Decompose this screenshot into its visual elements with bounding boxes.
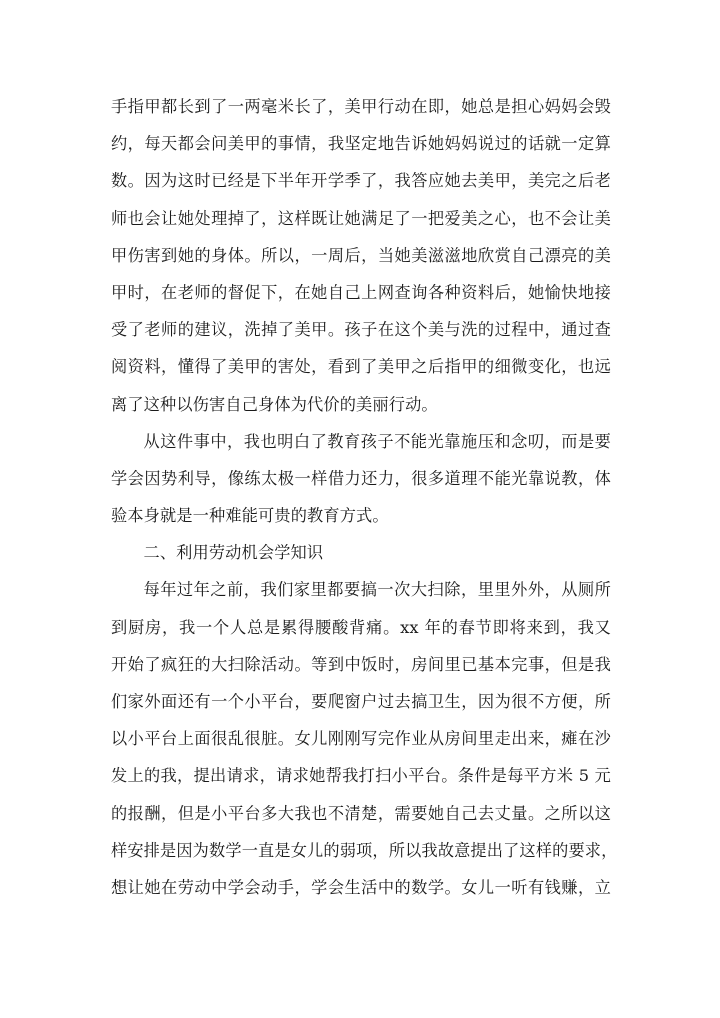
text-line: 到厨房，我一个人总是累得腰酸背痛。xx 年的春节即将来到，我又 xyxy=(111,617,611,637)
text-line: 样安排是因为数学一直是女儿的弱项，所以我故意提出了这样的要求， xyxy=(111,840,618,860)
text-line: 验本身就是一种难能可贵的教育方式。 xyxy=(111,506,389,526)
text-line: 以小平台上面很乱很脏。女儿刚刚写完作业从房间里走出来，瘫在沙 xyxy=(111,729,611,749)
text-line: 受了老师的建议，洗掉了美甲。孩子在这个美与洗的过程中，通过查 xyxy=(111,320,611,340)
text-line: 发上的我，提出请求，请求她帮我打扫小平台。条件是每平方米 5 元 xyxy=(111,766,611,786)
paragraph-manicure-story xyxy=(111,88,611,423)
text-line: 数。因为这时已经是下半年开学季了，我答应她去美甲，美完之后老 xyxy=(111,171,611,191)
text-line: 从这件事中，我也明白了教育孩子不能光靠施压和念叨，而是要 xyxy=(143,431,611,451)
text-line: 想让她在劳动中学会动手，学会生活中的数学。女儿一听有钱赚，立 xyxy=(111,877,611,897)
text-line: 师也会让她处理掉了，这样既让她满足了一把爱美之心，也不会让美 xyxy=(111,208,611,228)
text-line: 每年过年之前，我们家里都要搞一次大扫除，里里外外，从厕所 xyxy=(143,580,611,600)
text-line: 阅资料，懂得了美甲的害处，看到了美甲之后指甲的细微变化，也远 xyxy=(111,357,611,377)
text-line: 们家外面还有一个小平台，要爬窗户过去搞卫生，因为很不方便，所 xyxy=(111,692,611,711)
paragraph-cleaning-story xyxy=(111,571,618,906)
text-line: 约，每天都会问美甲的事情，我坚定地告诉她妈妈说过的话就一定算 xyxy=(111,134,611,154)
text-line: 的报酬，但是小平台多大我也不清楚，需要她自己去丈量。之所以这 xyxy=(111,803,611,823)
text-line: 手指甲都长到了一两毫米长了，美甲行动在即，她总是担心妈妈会毁 xyxy=(111,97,611,116)
section-heading xyxy=(111,534,611,571)
section-heading-text: 二、利用劳动机会学知识 xyxy=(143,543,324,563)
text-line: 离了这种以伤害自己身体为代价的美丽行动。 xyxy=(111,394,438,414)
text-line: 甲伤害到她的身体。所以，一周后，当她美滋滋地欣赏自己漂亮的美 xyxy=(111,245,611,265)
paragraph-lesson xyxy=(111,423,611,535)
document-body xyxy=(111,88,618,906)
text-line: 甲时，在老师的督促下，在她自己上网查询各种资料后，她愉快地接 xyxy=(111,282,611,302)
text-line: 学会因势利导，像练太极一样借力还力，很多道理不能光靠说教，体 xyxy=(111,468,611,488)
text-line: 开始了疯狂的大扫除活动。等到中饭时，房间里已基本完事，但是我 xyxy=(111,654,611,674)
